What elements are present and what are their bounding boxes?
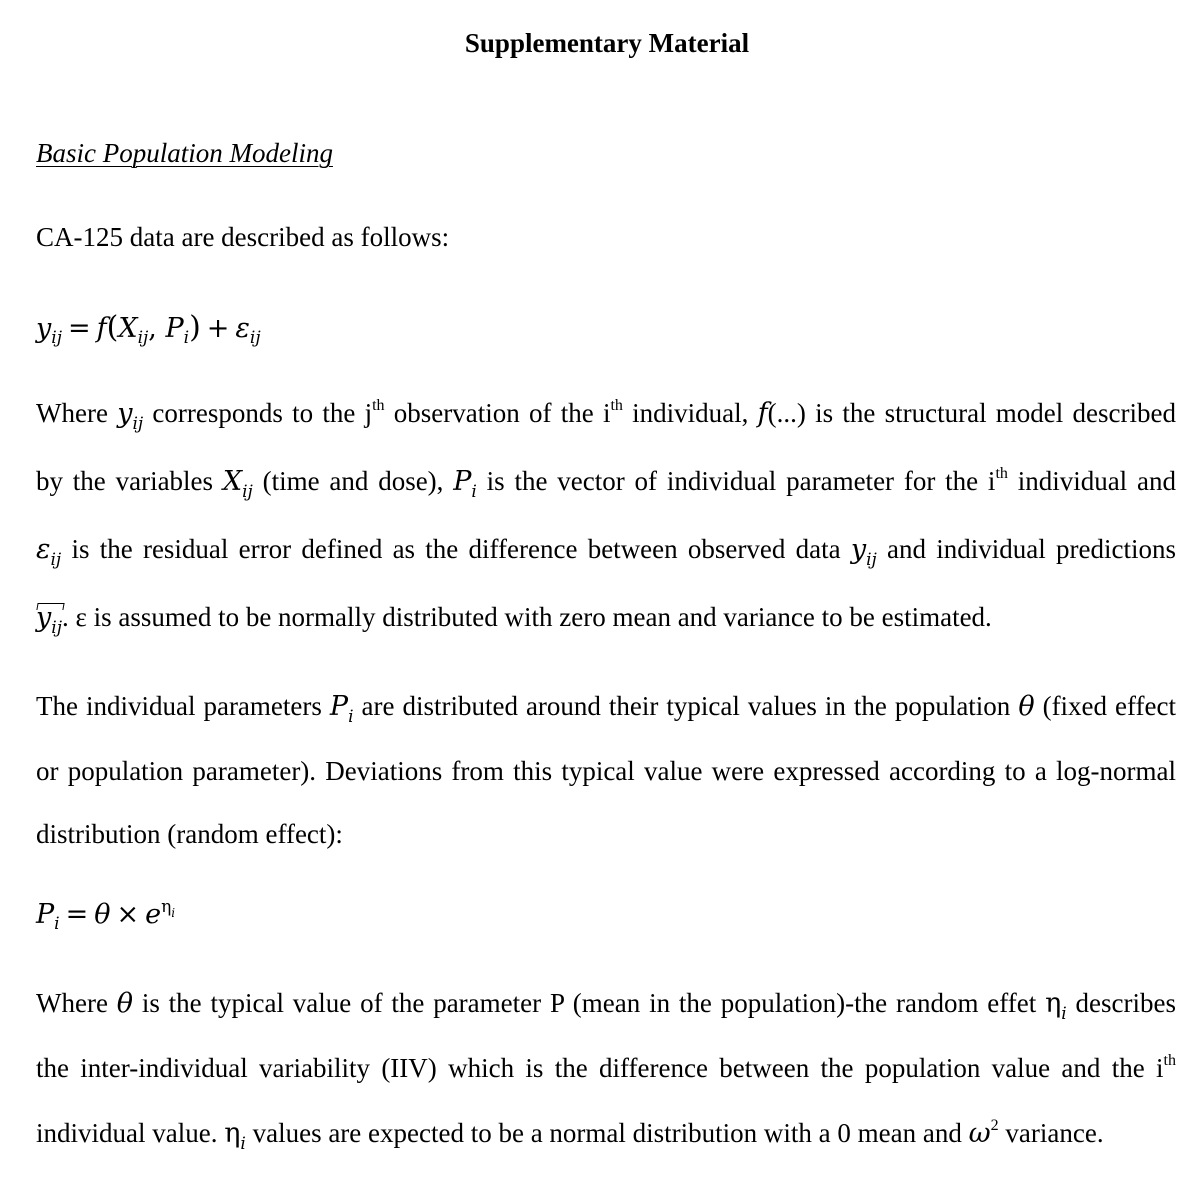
eq2-e: e xyxy=(145,899,162,930)
eq1-equals: = xyxy=(67,313,91,344)
eq2-equals: = xyxy=(65,899,89,930)
eq1-y: y xyxy=(36,313,52,344)
paragraph2-line3: distribution (random effect): xyxy=(36,819,343,849)
paragraph1-line4: $y_{ij}$. ε is assumed to be normally distributed with zero mean and variance to be estimated. xyxy=(36,602,992,638)
eq1-p: P xyxy=(165,313,184,344)
eq2-eta: η xyxy=(161,897,172,917)
eq1-p-sub: i xyxy=(183,328,190,348)
observation-model-equation xyxy=(36,310,261,348)
paragraph1-line1: Where $y_{ij}$ corresponds to the $j^{th}$ observation of the $i^{th}$ individual, f(...) is the structural model described xyxy=(36,397,1176,434)
eq1-eps-sub: ij xyxy=(249,328,261,348)
paragraph2-line2: or population parameter). Deviations from this typical value were expressed according to a log-normal xyxy=(36,756,1176,786)
prediction-hat: $y_{ij}$ xyxy=(36,602,62,638)
paragraph2-line1: The individual parameters $P_i$ are distributed around their typical values in the population θ (fixed effect xyxy=(36,691,1176,727)
section-heading: Basic Population Modeling xyxy=(36,138,333,168)
eq1-y-sub: ij xyxy=(51,328,62,348)
document-title: Supplementary Material xyxy=(464,28,750,58)
eq2-p: P xyxy=(36,899,55,930)
eq1-x-sub: ij xyxy=(137,328,149,348)
eq1-comma: , xyxy=(148,313,157,344)
eq2-eta-sub: i xyxy=(171,906,176,920)
eq1-open-paren: ( xyxy=(106,310,119,345)
parameter-model-equation xyxy=(36,897,175,934)
eq2-times: × xyxy=(116,899,140,930)
eq1-x: X xyxy=(118,313,138,344)
intro-text: CA-125 data are described as follows: xyxy=(36,222,450,252)
eq1-plus: + xyxy=(206,313,230,344)
eq2-theta: θ xyxy=(94,899,111,930)
paragraph3-line3: individual value. $\eta_i$ values are expected to be a normal distribution with a 0 mean and $\omega^2$ variance. xyxy=(36,1117,1104,1154)
eq1-close-paren: ) xyxy=(189,310,201,345)
eq2-p-sub: i xyxy=(54,914,60,934)
eq1-f: f xyxy=(96,313,107,344)
eq1-eps: ε xyxy=(235,313,250,344)
paragraph1-line2: by the variables $X_{ij}$ (time and dose), $P_i$ is the vector of individual parameter for the $i^{th}$ individual and xyxy=(36,465,1176,502)
paragraph3-line1: Where θ is the typical value of the parameter P (mean in the population)-the random effet $\eta_i$ describes xyxy=(36,988,1176,1024)
paragraph1-line3: $\varepsilon_{ij}$ is the residual error defined as the difference between observed data $y_{ij}$ and individual predictions xyxy=(36,534,1176,570)
paragraph3-line2: the inter-individual variability (IIV) which is the difference between the population value and the $i^{th}$ xyxy=(36,1052,1176,1083)
